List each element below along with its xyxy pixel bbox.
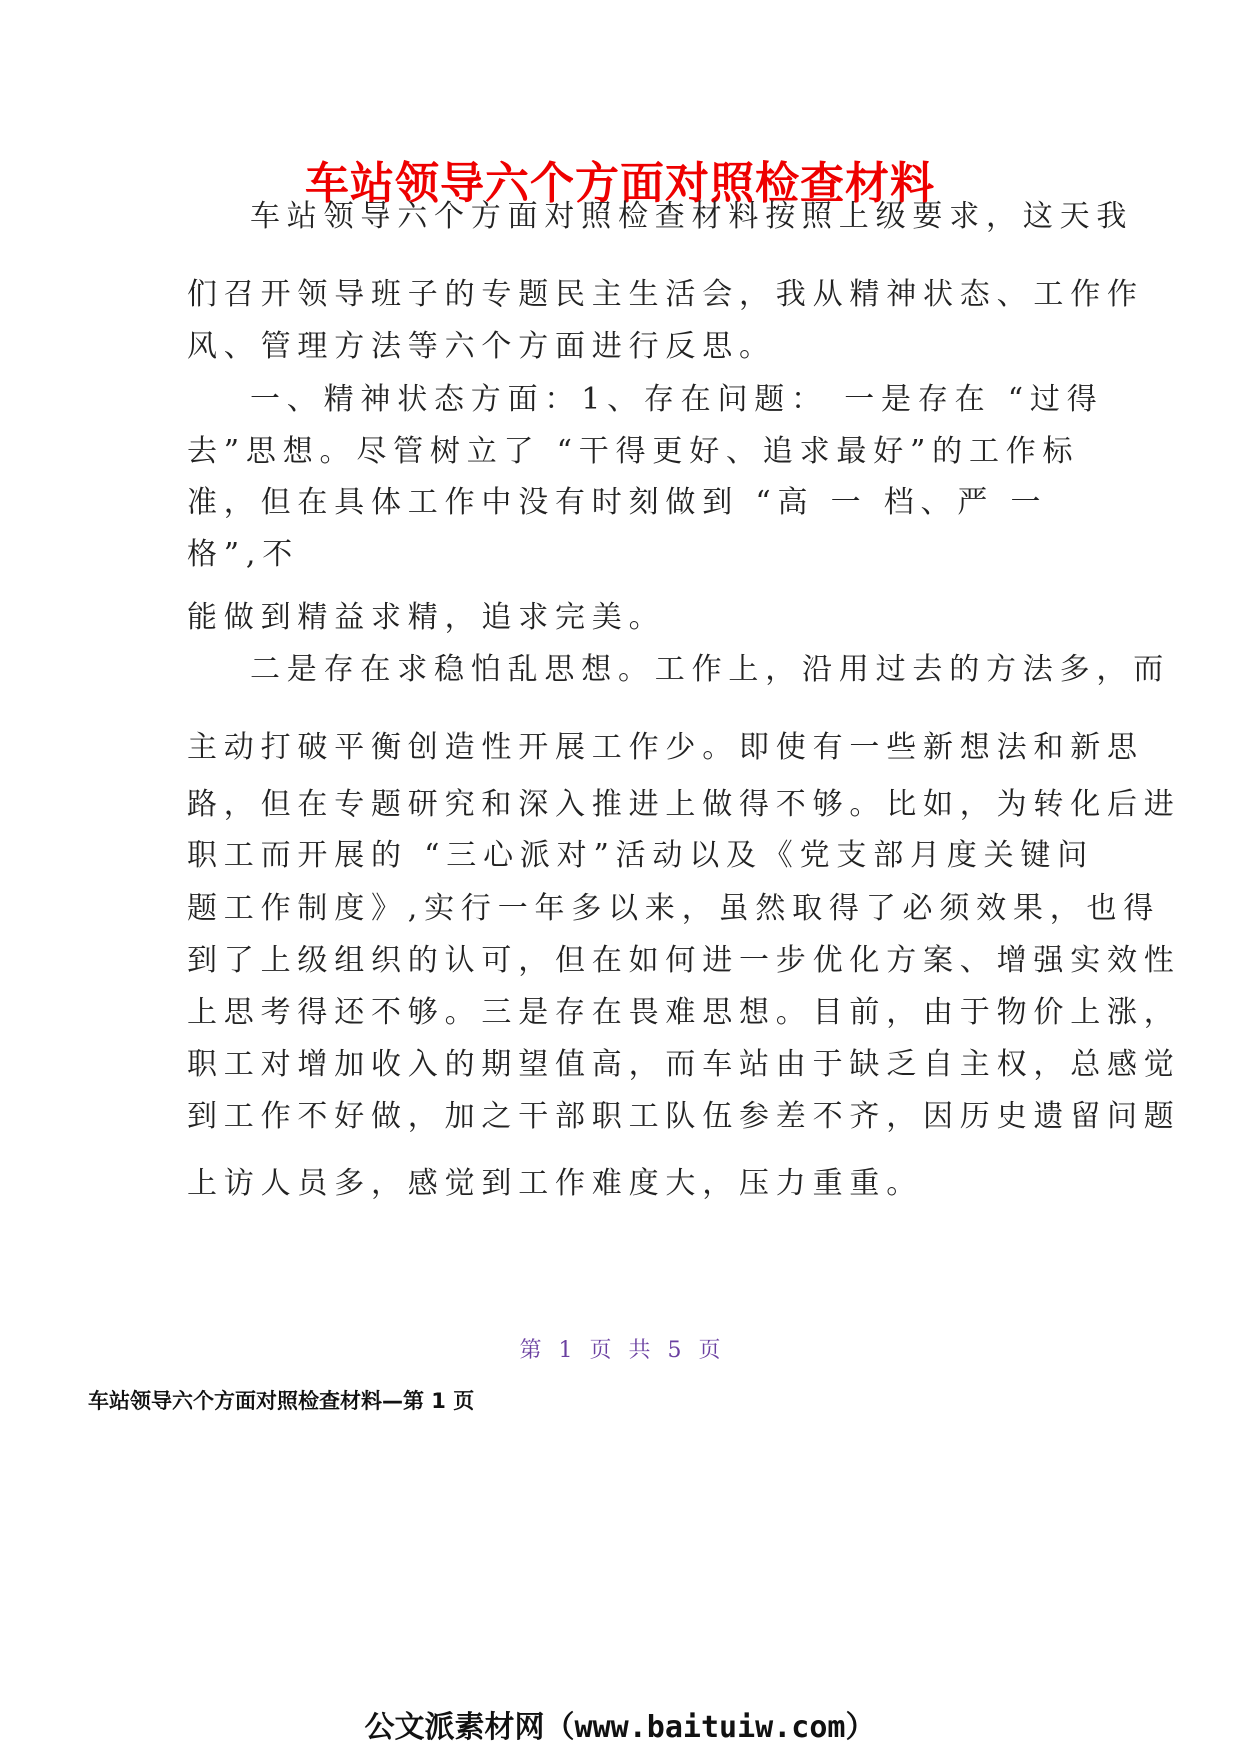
body-line: 去”思想。尽管树立了 “干得更好、追求最好”的工作标 bbox=[187, 434, 1080, 469]
body-line: 到工作不好做，加之干部职工队伍参差不齐，因历史遗留问题 bbox=[187, 1099, 1181, 1134]
site-footer-close: ） bbox=[845, 1710, 876, 1745]
body-line: 格”,不 bbox=[187, 537, 300, 572]
body-line: 风、管理方法等六个方面进行反思。 bbox=[187, 329, 776, 364]
page-number: 第 1 页 共 5 页 bbox=[519, 1338, 721, 1363]
body-line: 一、精神状态方面：1、存在问题： 一是存在 “过得 bbox=[250, 382, 1104, 417]
body-line: 主动打破平衡创造性开展工作少。即使有一些新想法和新思 bbox=[187, 730, 1144, 765]
body-line: 路，但在专题研究和深入推进上做得不够。比如，为转化后进 bbox=[187, 787, 1181, 822]
site-name: 公文派素材网（ bbox=[364, 1710, 575, 1745]
body-line: 职工对增加收入的期望值高，而车站由于缺乏自主权，总感觉 bbox=[187, 1047, 1181, 1082]
document-title: 车站领导六个方面对照检查材料 bbox=[305, 158, 935, 209]
body-line: 能做到精益求精，追求完美。 bbox=[187, 600, 666, 635]
site-footer bbox=[0, 1708, 1240, 1748]
page-footer-title: 车站领导六个方面对照检查材料—第 1 页 bbox=[88, 1389, 475, 1413]
body-line: 准，但在具体工作中没有时刻做到 “高 一 档、严 一 bbox=[187, 485, 1048, 520]
site-url-link[interactable]: www.baituiw.com bbox=[574, 1710, 846, 1745]
body-line: 上思考得还不够。三是存在畏难思想。目前，由于物价上涨， bbox=[187, 995, 1181, 1030]
body-line: 到了上级组织的认可，但在如何进一步优化方案、增强实效性 bbox=[187, 943, 1181, 978]
body-line: 车站领导六个方面对照检查材料按照上级要求，这天我 bbox=[250, 199, 1134, 234]
body-line: 职工而开展的 “三心派对”活动以及《党支部月度关键问 bbox=[187, 838, 1095, 873]
body-line: 上访人员多，感觉到工作难度大，压力重重。 bbox=[187, 1166, 923, 1201]
body-line: 二是存在求稳怕乱思想。工作上，沿用过去的方法多，而 bbox=[250, 652, 1170, 687]
body-line: 题工作制度》,实行一年多以来，虽然取得了必须效果，也得 bbox=[187, 891, 1161, 926]
body-line: 们召开领导班子的专题民主生活会，我从精神状态、工作作 bbox=[187, 277, 1144, 312]
